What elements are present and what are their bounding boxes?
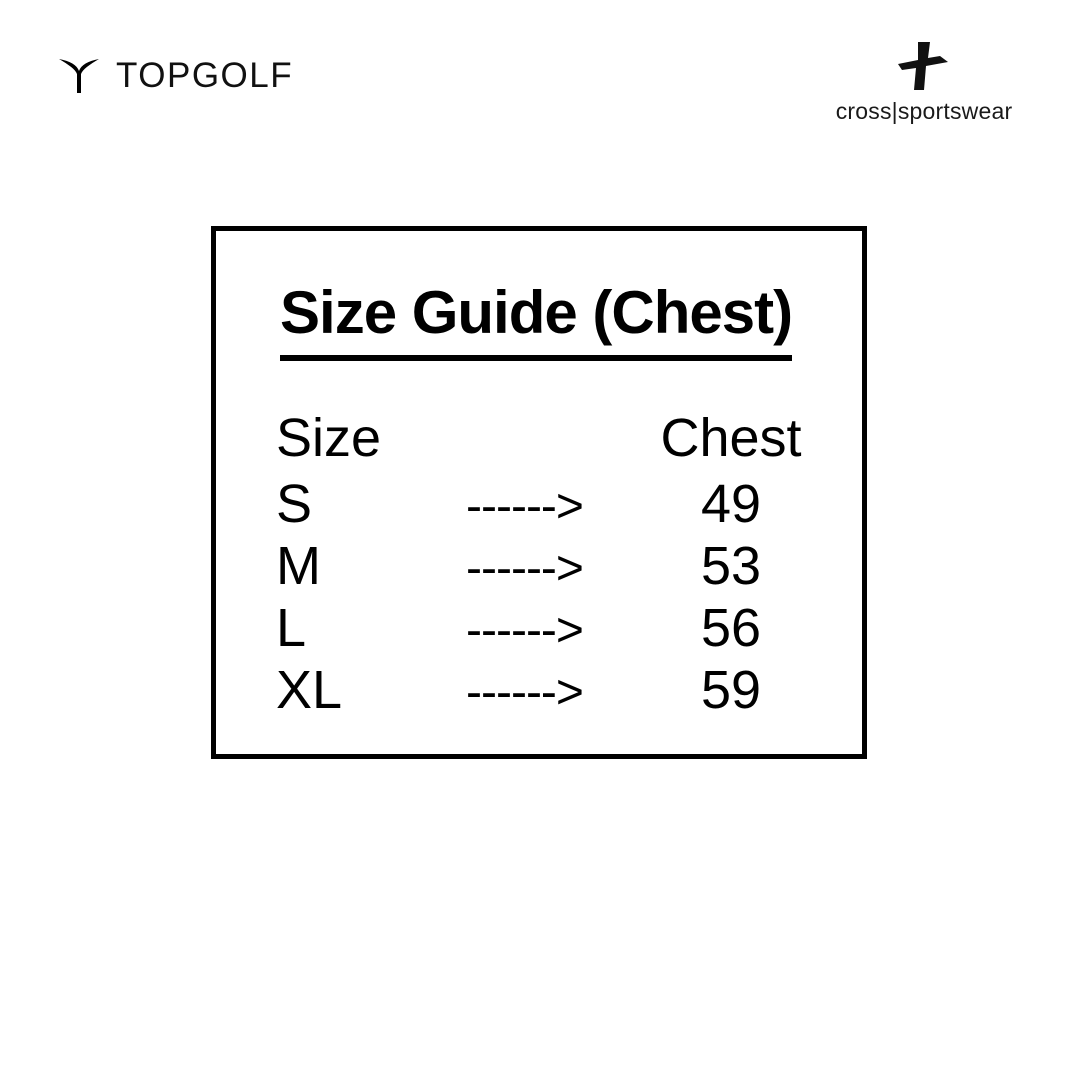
column-header-size: Size (276, 408, 382, 468)
topgolf-tee-icon (56, 52, 102, 98)
size-guide-table (276, 408, 816, 725)
size-guide-title: Size Guide (Chest) (280, 283, 792, 361)
table-row (276, 598, 816, 663)
cell-size: L (276, 598, 307, 658)
cross-sportswear-mark-icon (896, 40, 952, 92)
cell-chest: 56 (700, 598, 762, 658)
arrow-icon: ------> (466, 604, 583, 657)
brand-header (0, 0, 1080, 150)
arrow-icon: ------> (466, 666, 583, 719)
arrow-icon: ------> (466, 480, 583, 533)
column-header-chest: Chest (660, 408, 802, 468)
cell-size: M (276, 536, 321, 596)
cross-sportswear-logo (824, 40, 1024, 125)
table-row (276, 536, 816, 601)
cell-chest: 59 (700, 660, 762, 720)
cell-chest: 49 (700, 474, 762, 534)
table-row (276, 660, 816, 725)
cell-size: XL (276, 660, 343, 720)
cell-chest: 53 (700, 536, 762, 596)
size-guide-panel (211, 226, 867, 759)
cross-sportswear-wordmark: cross|sportswear (835, 98, 1013, 124)
topgolf-wordmark: TOPGOLF (116, 55, 294, 95)
table-header-row (276, 408, 816, 477)
arrow-icon: ------> (466, 542, 583, 595)
table-row (276, 474, 816, 539)
topgolf-logo (56, 52, 293, 98)
cell-size: S (276, 474, 313, 534)
